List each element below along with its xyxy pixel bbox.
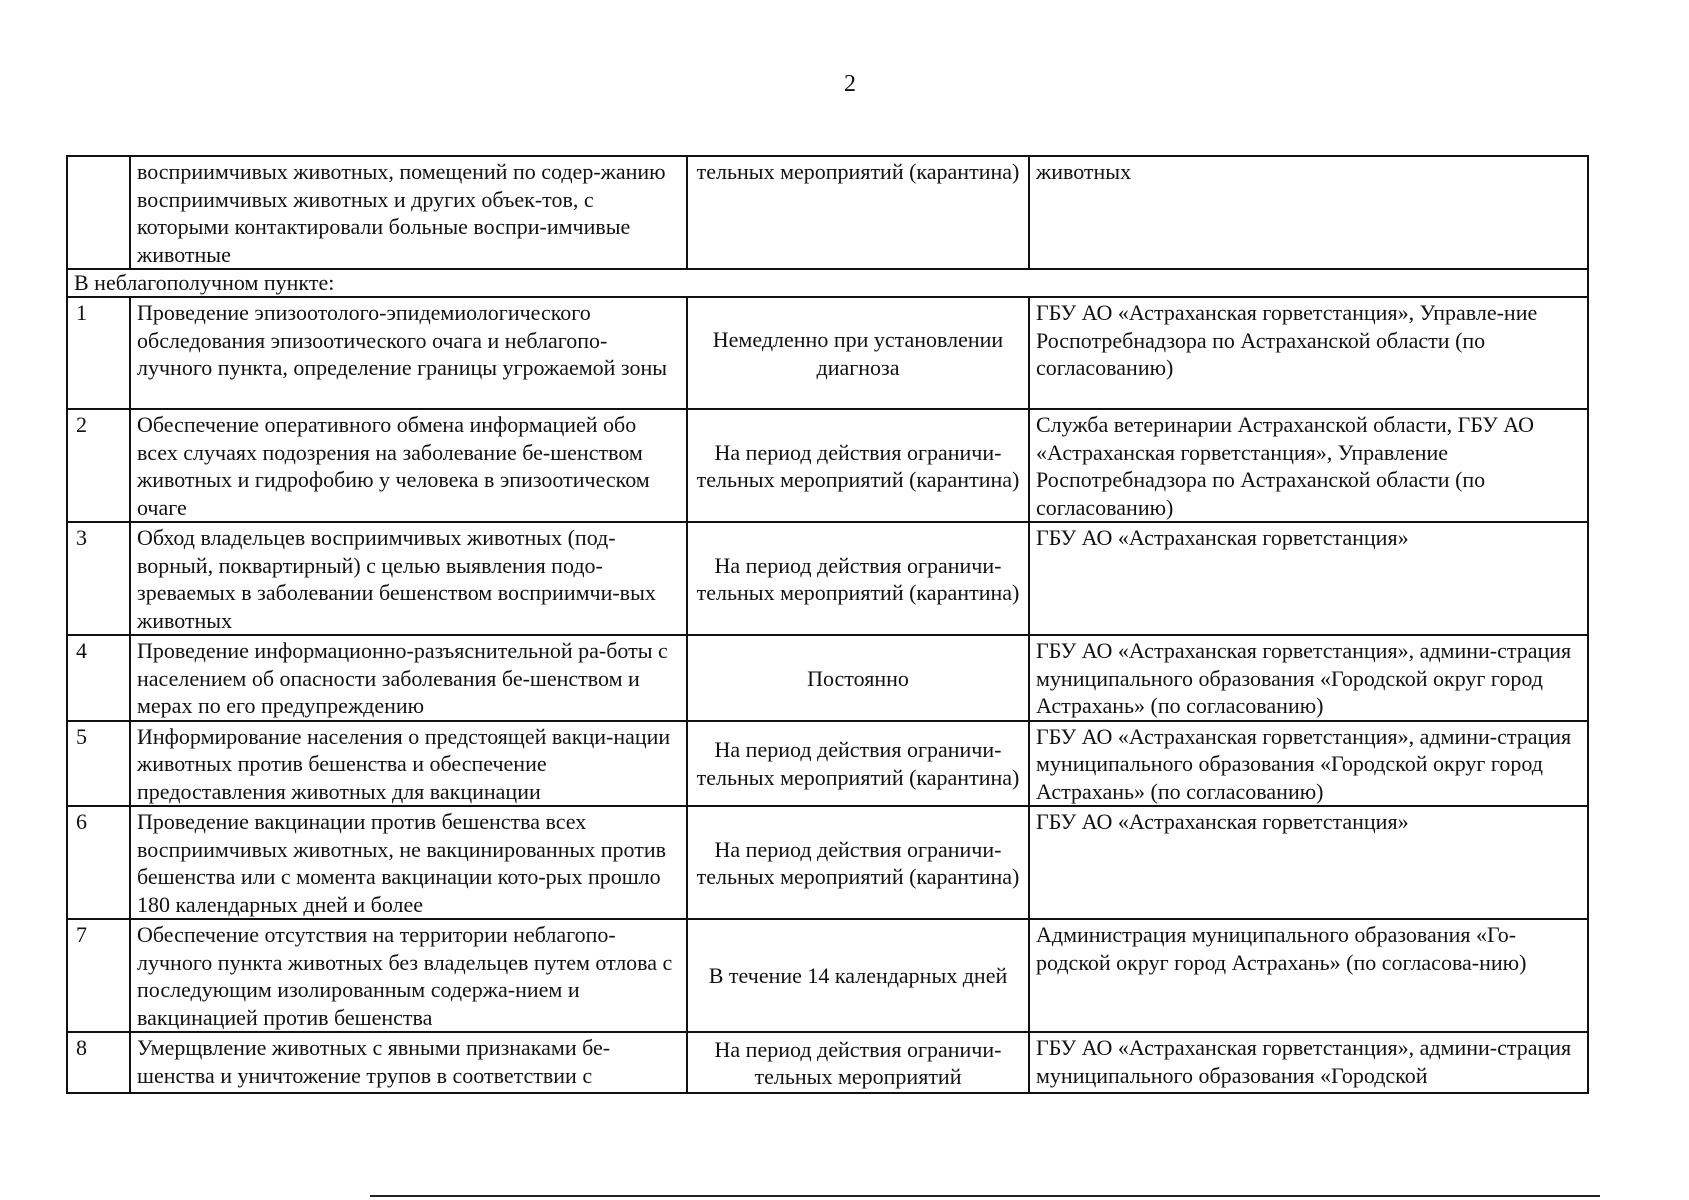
- responsible-cell: ГБУ АО «Астраханская горветстанция», админи-страция муниципального образования «Городской округ город Астрахань» (по согласованию): [1029, 721, 1588, 807]
- measures-table: [66, 155, 1589, 1094]
- timing-cell: На период действия ограничи-тельных мероприятий (карантина): [687, 522, 1029, 635]
- responsible-cell: Служба ветеринарии Астраханской области, ГБУ АО «Астраханская горветстанция», Управление Роспотребнадзора по Астраханской области (по согласованию): [1029, 409, 1588, 522]
- table-row: [67, 635, 1588, 721]
- row-number: 6: [67, 806, 130, 919]
- responsible-cell: ГБУ АО «Астраханская горветстанция», Управле-ние Роспотребнадзора по Астраханской области (по согласованию): [1029, 297, 1588, 409]
- timing-cell: На период действия ограничи-тельных мероприятий (карантина): [687, 806, 1029, 919]
- activity-cell: Обход владельцев восприимчивых животных (под-ворный, поквартирный) с целью выявления подо-зреваемых в заболевании бешенством восприимчи-вых животных: [130, 522, 687, 635]
- section-heading: В неблагополучном пункте:: [67, 269, 1588, 297]
- section-row: [67, 269, 1588, 297]
- activity-cell: Проведение информационно-разъяснительной ра-боты с населением об опасности заболевания бе-шенством и мерах по его предупреждению: [130, 635, 687, 721]
- page-number: 2: [844, 71, 856, 97]
- bottom-divider: [370, 1195, 1600, 1197]
- table-row: [67, 721, 1588, 807]
- timing-cell: В течение 14 календарных дней: [687, 919, 1029, 1032]
- table-row: [67, 409, 1588, 522]
- row-number: [67, 156, 130, 269]
- table-row: [67, 297, 1588, 409]
- activity-cell: Обеспечение оперативного обмена информацией обо всех случаях подозрения на заболевание бе-шенством животных и гидрофобию у человека в эпизоотическом очаге: [130, 409, 687, 522]
- responsible-cell: ГБУ АО «Астраханская горветстанция», админи-страция муниципального образования «Городской: [1029, 1032, 1588, 1093]
- table-row: [67, 1032, 1588, 1093]
- activity-cell: Обеспечение отсутствия на территории неблагопо-лучного пункта животных без владельцев путем отлова с последующим изолированным содержа-нием и вакцинацией против бешенства: [130, 919, 687, 1032]
- activity-cell: Умерщвление животных с явными признаками бе-шенства и уничтожение трупов в соответствии с: [130, 1032, 687, 1093]
- activity-cell: восприимчивых животных, помещений по содер-жанию восприимчивых животных и других объек-тов, с которыми контактировали больные воспри-имчивые животные: [130, 156, 687, 269]
- table-row-continuation: [67, 156, 1588, 269]
- timing-cell: Немедленно при установлении диагноза: [687, 297, 1029, 409]
- row-number: 5: [67, 721, 130, 807]
- responsible-cell: ГБУ АО «Астраханская горветстанция»: [1029, 806, 1588, 919]
- table-row: [67, 919, 1588, 1032]
- row-number: 3: [67, 522, 130, 635]
- timing-cell: На период действия ограничи-тельных мероприятий: [687, 1032, 1029, 1093]
- row-number: 4: [67, 635, 130, 721]
- activity-cell: Проведение эпизоотолого-эпидемиологического обследования эпизоотического очага и неблагопо-лучного пункта, определение границы угрожаемой зоны: [130, 297, 687, 409]
- responsible-cell: Администрация муниципального образования «Го-родской округ город Астрахань» (по согласова-нию): [1029, 919, 1588, 1032]
- row-number: 1: [67, 297, 130, 409]
- timing-cell: На период действия ограничи-тельных мероприятий (карантина): [687, 721, 1029, 807]
- activity-cell: Информирование населения о предстоящей вакци-нации животных против бешенства и обеспечение предоставления животных для вакцинации: [130, 721, 687, 807]
- timing-cell: Постоянно: [687, 635, 1029, 721]
- row-number: 7: [67, 919, 130, 1032]
- responsible-cell: животных: [1029, 156, 1588, 269]
- table-row: [67, 806, 1588, 919]
- timing-cell: На период действия ограничи-тельных мероприятий (карантина): [687, 409, 1029, 522]
- row-number: 8: [67, 1032, 130, 1093]
- table-row: [67, 522, 1588, 635]
- responsible-cell: ГБУ АО «Астраханская горветстанция», админи-страция муниципального образования «Городской округ город Астрахань» (по согласованию): [1029, 635, 1588, 721]
- row-number: 2: [67, 409, 130, 522]
- timing-cell: тельных мероприятий (карантина): [687, 156, 1029, 269]
- responsible-cell: ГБУ АО «Астраханская горветстанция»: [1029, 522, 1588, 635]
- activity-cell: Проведение вакцинации против бешенства всех восприимчивых животных, не вакцинированных против бешенства или с момента вакцинации кото-рых прошло 180 календарных дней и более: [130, 806, 687, 919]
